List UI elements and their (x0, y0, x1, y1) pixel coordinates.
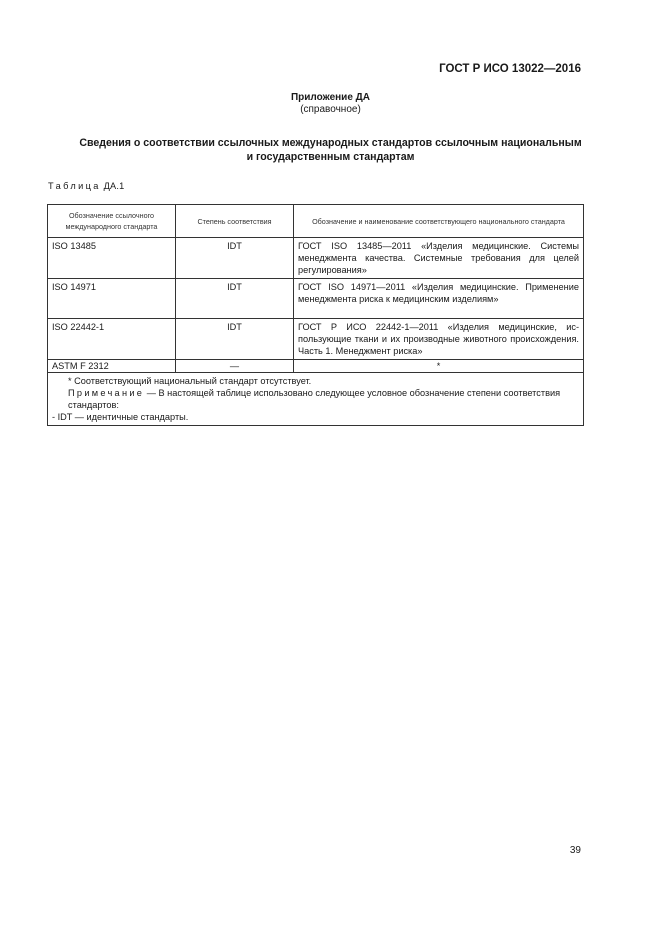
cell-degree: IDT (176, 279, 294, 319)
footnote: * Соответствующий национальный стандарт отсутствует. (68, 376, 312, 386)
cell-national-standard: ГОСТ ISO 14971—2011 «Изделия медицинские. Применение менеджмента риска к медицинским изделиям» (294, 279, 584, 319)
cell-national-standard: * (294, 360, 584, 373)
column-header-national-standard: Обозначение и наименование соответствующего национального стандарта (294, 205, 584, 238)
table-row (48, 279, 584, 319)
table-row (48, 319, 584, 360)
correspondence-table (47, 204, 584, 426)
table-notes (48, 373, 584, 426)
column-header-intl-standard: Обозначение ссылочного международного стандарта (48, 205, 176, 238)
cell-intl-standard: ISO 13485 (48, 238, 176, 279)
table-row (48, 360, 584, 373)
standard-id: ГОСТ Р ИСО 13022—2016 (439, 63, 581, 75)
cell-intl-standard: ISO 22442-1 (48, 319, 176, 360)
document-title-line-2: и государственным стандартам (246, 151, 415, 163)
note-item: - IDT — идентичные стандарты. (52, 412, 189, 422)
table-notes-row (48, 373, 584, 426)
table-caption (48, 181, 124, 191)
cell-national-standard: ГОСТ ISO 13485—2011 «Изделия медицинские. Системы менеджмента качества. Системные требования для целей регулирования» (294, 238, 584, 279)
table-caption-id: ДА.1 (103, 181, 125, 191)
document-title (48, 136, 613, 164)
appendix-title: Приложение ДА (290, 92, 371, 103)
cell-degree: IDT (176, 238, 294, 279)
note (52, 387, 579, 411)
cell-degree: — (176, 360, 294, 373)
page-number: 39 (569, 845, 581, 856)
note-label: Примечание (68, 388, 145, 398)
appendix-heading (0, 92, 661, 116)
cell-intl-standard: ASTM F 2312 (48, 360, 176, 373)
cell-intl-standard: ISO 14971 (48, 279, 176, 319)
table-row (48, 238, 584, 279)
note-text: — В настоящей таблице использовано следующее условное обозначение степени соответствия стандартов: (68, 388, 561, 410)
cell-national-standard: ГОСТ Р ИСО 22442-1—2011 «Изделия медицинские, использующие ткани и их производные животного происхождения. Часть 1. Менеджмент риска» (294, 319, 584, 360)
document-title-line-1: Сведения о соответствии ссылочных международных стандартов ссылочным национальным (79, 137, 582, 149)
column-header-degree: Степень соответствия (176, 205, 294, 238)
table-caption-prefix: Таблица (48, 181, 101, 191)
table-header-row (48, 205, 584, 238)
cell-degree: IDT (176, 319, 294, 360)
appendix-subtitle: (справочное) (300, 104, 361, 115)
